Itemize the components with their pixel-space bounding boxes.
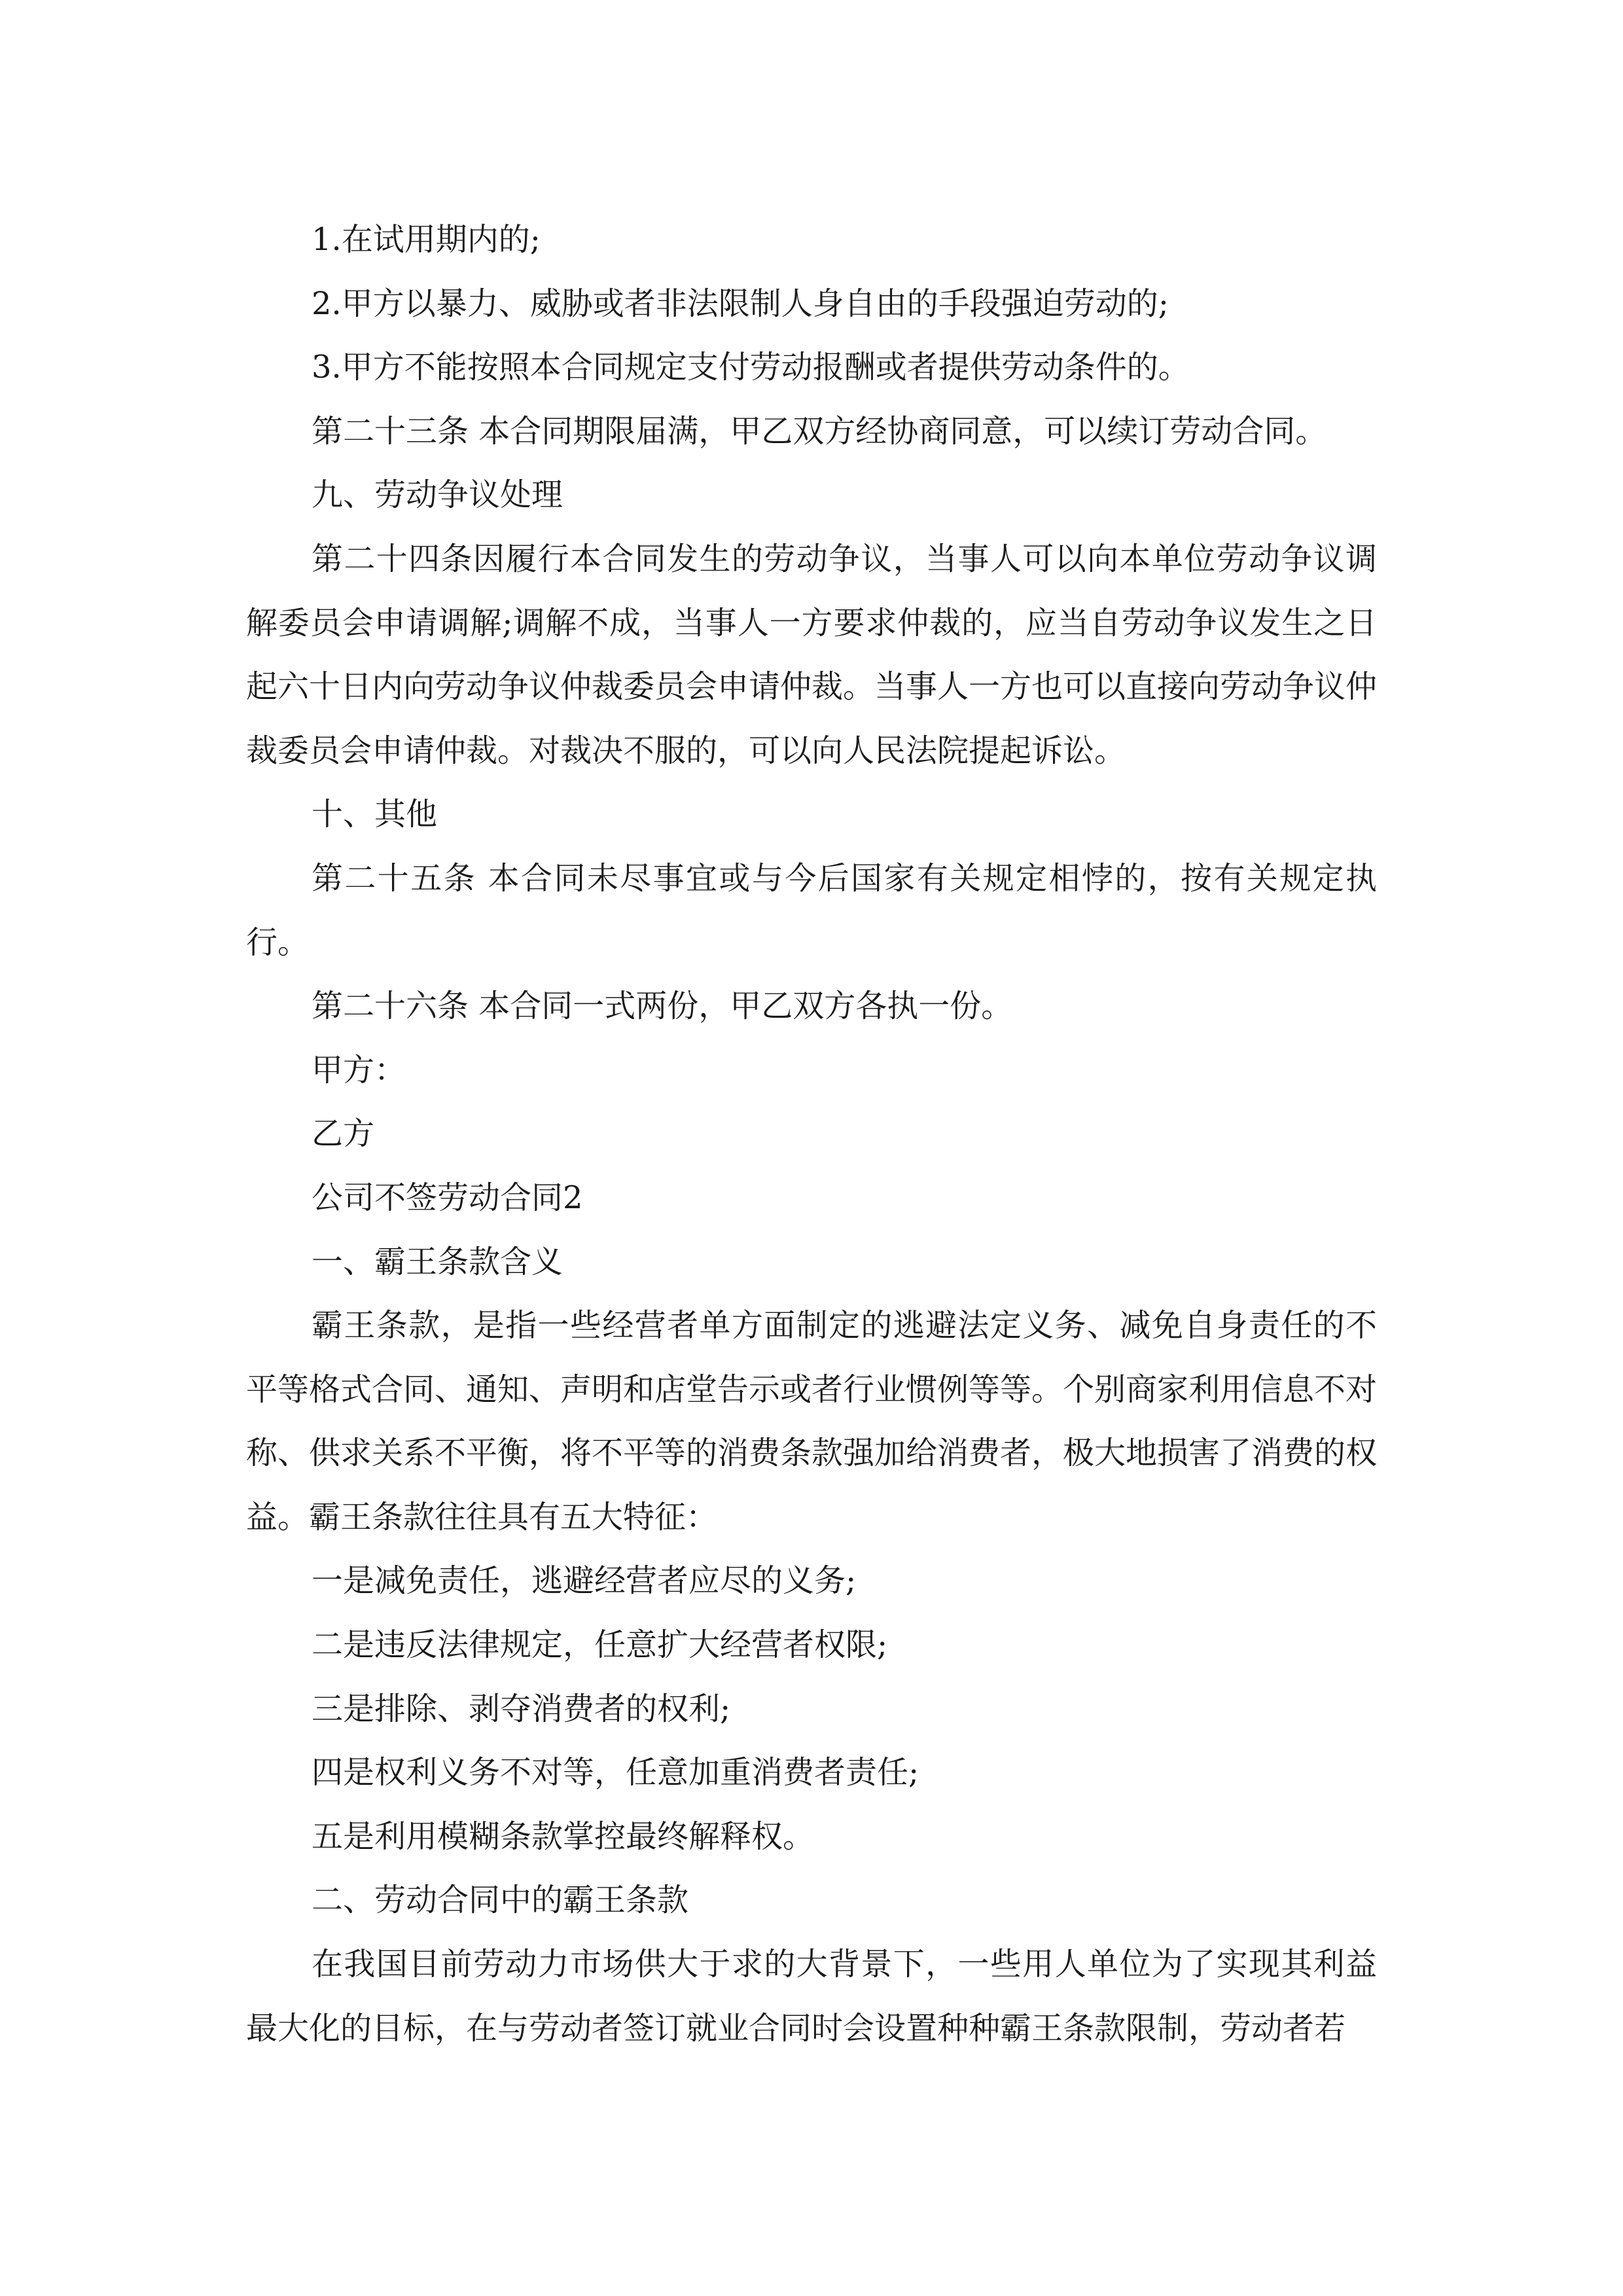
- section-heading-definition: 一、霸王条款含义: [312, 1243, 563, 1280]
- section-heading-labor-contract: 二、劳动合同中的霸王条款: [312, 1882, 689, 1919]
- list-item-trial-period: 1.在试用期内的;: [312, 221, 541, 258]
- feature-item-4: 四是权利义务不对等，任意加重消费者责任;: [312, 1754, 919, 1791]
- section-heading-dispute: 九、劳动争议处理: [312, 476, 563, 514]
- feature-item-2: 二是违反法律规定，任意扩大经营者权限;: [312, 1626, 888, 1664]
- feature-item-3: 三是排除、剥夺消费者的权利;: [312, 1690, 731, 1727]
- background-paragraph: 在我国目前劳动力市场供大于求的大背景下，一些用人单位为了实现其利益最大化的目标，在与劳动者签订就业合同时会设置种种霸王条款限制，劳动者若: [246, 1946, 1377, 2047]
- party-b-label: 乙方: [312, 1115, 375, 1153]
- list-item-unpaid-wages: 3.甲方不能按照本合同规定支付劳动报酬或者提供劳动条件的。: [312, 349, 1190, 386]
- list-item-forced-labor: 2.甲方以暴力、威胁或者非法限制人身自由的手段强迫劳动的;: [312, 285, 1169, 322]
- document-body: [246, 208, 1377, 2060]
- article-25: 第二十五条 本合同未尽事宜或与今后国家有关规定相悖的，按有关规定执行。: [246, 859, 1377, 961]
- document-title-2: 公司不签劳动合同2: [312, 1179, 583, 1216]
- party-a-label: 甲方：: [312, 1051, 406, 1088]
- definition-paragraph: 霸王条款，是指一些经营者单方面制定的逃避法定义务、减免自身责任的不平等格式合同、通知、声明和店堂告示或者行业惯例等等。个别商家利用信息不对称、供求关系不平衡，将不平等的消费条款强加给消费者，极大地损害了消费的权益。霸王条款往往具有五大特征：: [246, 1307, 1378, 1535]
- feature-item-1: 一是减免责任，逃避经营者应尽的义务;: [312, 1562, 857, 1600]
- article-26: 第二十六条 本合同一式两份，甲乙双方各执一份。: [312, 988, 1013, 1025]
- article-24: 第二十四条因履行本合同发生的劳动争议，当事人可以向本单位劳动争议调解委员会申请调解;调解不成，当事人一方要求仲裁的，应当自劳动争议发生之日起六十日内向劳动争议仲裁委员会申请仲裁。当事人一方也可以直接向劳动争议仲裁委员会申请仲裁。对裁决不服的，可以向人民法院提起诉讼。: [246, 540, 1378, 769]
- section-heading-other: 十、其他: [312, 796, 438, 833]
- article-23: 第二十三条 本合同期限届满，甲乙双方经协商同意，可以续订劳动合同。: [312, 412, 1327, 450]
- feature-item-5: 五是利用模糊条款掌控最终解释权。: [312, 1818, 815, 1855]
